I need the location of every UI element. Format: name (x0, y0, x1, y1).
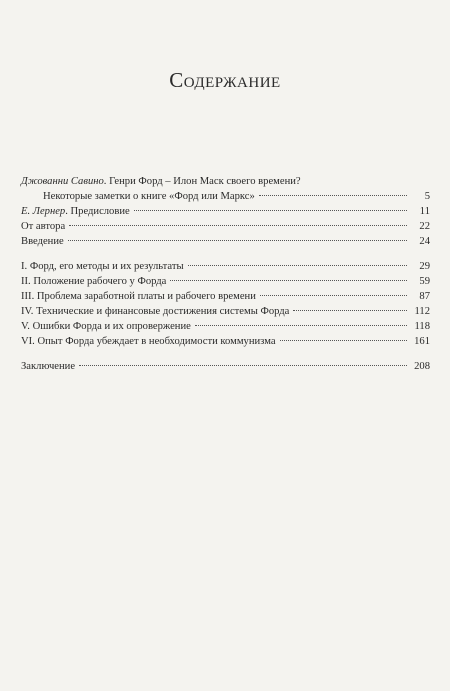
leader-dots (259, 195, 407, 196)
entry-title: . Генри Форд – Илон Маск своего времени? (103, 176, 301, 187)
page-number: 112 (414, 306, 430, 317)
toc-entry-author-note (21, 219, 430, 234)
leader-dots (79, 365, 407, 366)
toc-entry-lerner (21, 204, 430, 219)
page-number: 29 (419, 261, 430, 272)
page-number: 11 (419, 206, 430, 217)
toc-entry-chapter (21, 319, 430, 334)
toc-entry-conclusion (21, 359, 430, 374)
spacer (21, 249, 430, 259)
entry-title: IV. Технические и финансовые достижения системы Форда (21, 306, 290, 317)
entry-title: III. Проблема заработной платы и рабочего времени (21, 291, 256, 302)
leader-dots (170, 280, 407, 281)
entry-title: V. Ошибки Форда и их опровержение (21, 321, 191, 332)
leader-dots (280, 340, 407, 341)
entry-title: I. Форд, его методы и их результаты (21, 261, 184, 272)
entry-title: Введение (21, 236, 64, 247)
toc-entry-chapter (21, 304, 430, 319)
entry-title: От автора (21, 221, 66, 232)
page-title: Содержание (169, 68, 281, 92)
entry-title: . Предисловие (65, 206, 130, 217)
leader-dots (195, 325, 407, 326)
table-of-contents (21, 174, 430, 374)
leader-dots (260, 295, 407, 296)
toc-entry-chapter (21, 289, 430, 304)
toc-entry-intro (21, 234, 430, 249)
author-name: Джованни Савино (21, 176, 104, 187)
leader-dots (69, 225, 407, 226)
leader-dots (68, 240, 407, 241)
leader-dots (188, 265, 407, 266)
toc-entry-chapter (21, 334, 430, 349)
page-number: 87 (419, 291, 430, 302)
toc-entry-notes (21, 189, 430, 204)
entry-title: II. Положение рабочего у Форда (21, 276, 167, 287)
entry-title: VI. Опыт Форда убеждает в необходимости коммунизма (21, 336, 276, 347)
spacer (21, 349, 430, 359)
toc-entry-chapter (21, 259, 430, 274)
leader-dots (293, 310, 407, 311)
page-number: 24 (419, 236, 430, 247)
toc-entry-savino (21, 174, 430, 189)
entry-title: Заключение (21, 361, 76, 372)
page-number: 161 (414, 336, 430, 347)
leader-dots (134, 210, 407, 211)
author-name: Е. Лернер (21, 206, 66, 217)
page-number: 59 (419, 276, 430, 287)
page-number: 208 (414, 361, 430, 372)
toc-entry-chapter (21, 274, 430, 289)
page-number: 118 (414, 321, 430, 332)
page-number: 22 (419, 221, 430, 232)
entry-title: Некоторые заметки о книге «Форд или Маркс» (43, 191, 255, 202)
page-number: 5 (424, 191, 430, 202)
